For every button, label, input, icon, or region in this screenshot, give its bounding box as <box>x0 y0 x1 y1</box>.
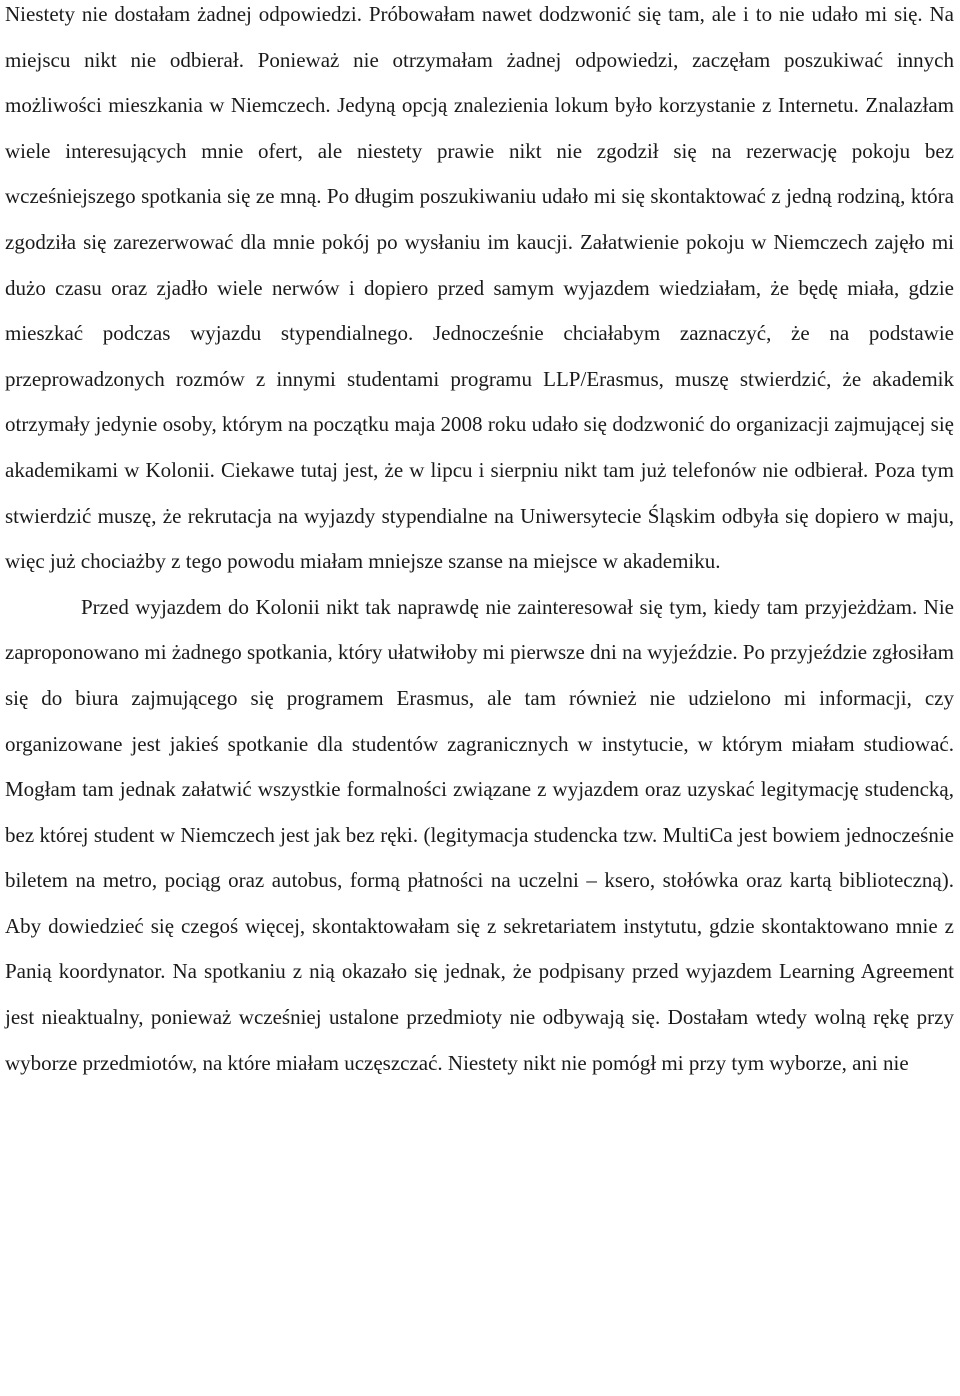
paragraph-accommodation: Niestety nie dostałam żadnej odpowiedzi. Próbowałam nawet dodzwonić się tam, ale i to nie udało mi się. Na miejscu nikt nie odbierał. Ponieważ nie otrzymałam żadnej odpowiedzi, zaczęłam poszukiwać innych możliwości mieszkania w Niemczech. Jedyną opcją znalezienia lokum było korzystanie z Internetu. Znalazłam wiele interesujących mnie ofert, ale niestety prawie nikt nie zgodził się na rezerwację pokoju bez wcześniejszego spotkania się ze mną. Po długim poszukiwaniu udało mi się skontaktować z jedną rodziną, która zgodziła się zarezerwować dla mnie pokój po wysłaniu im kaucji. Załatwienie pokoju w Niemczech zajęło mi dużo czasu oraz zjadło wiele nerwów i dopiero przed samym wyjazdem wiedziałam, że będę miała, gdzie mieszkać podczas wyjazdu stypendialnego. Jednocześnie chciałabym zaznaczyć, że na podstawie przeprowadzonych rozmów z innymi studentami programu LLP/Erasmus, muszę stwierdzić, że akademik otrzymały jedynie osoby, którym na początku maja 2008 roku udało się dodzwonić do organizacji zajmującej się akademikami w Kolonii. Ciekawe tutaj jest, że w lipcu i sierpniu nikt tam już telefonów nie odbierał. Poza tym stwierdzić muszę, że rekrutacja na wyjazdy stypendialne na Uniwersytecie Śląskim odbyła się dopiero w maju, więc już chociażby z tego powodu miałam mniejsze szanse na miejsce w akademiku. <box>5 2 954 574</box>
paragraph-arrival: Przed wyjazdem do Kolonii nikt tak naprawdę nie zainteresował się tym, kiedy tam przyjeżdżam. Nie zaproponowano mi żadnego spotkania, który ułatwiłoby mi pierwsze dni na wyjeździe. Po przyjeździe zgłosiłam się do biura zajmującego się programem Erasmus, ale tam również nie udzielono mi informacji, czy organizowane jest jakieś spotkanie dla studentów zagranicznych w instytucie, w którym miałam studiować. Mogłam tam jednak załatwić wszystkie formalności związane z wyjazdem oraz uzyskać legitymację studencką, bez której student w Niemczech jest jak bez ręki. (legitymacja studencka tzw. MultiCa jest bowiem jednocześnie biletem na metro, pociąg oraz autobus, formą płatności na uczelni – ksero, stołówka oraz kartą biblioteczną). Aby dowiedzieć się czegoś więcej, skontaktowałam się z sekretariatem instytutu, gdzie skontaktowano mnie z Panią koordynator. Na spotkaniu z nią okazało się jednak, że podpisany przed wyjazdem Learning Agreement jest nieaktualny, ponieważ wcześniej ustalone przedmioty nie odbywają się. Dostałam wtedy wolną rękę przy wyborze przedmiotów, na które miałam uczęszczać. Niestety nikt nie pomógł mi przy tym wyborze, ani nie <box>5 594 954 1075</box>
